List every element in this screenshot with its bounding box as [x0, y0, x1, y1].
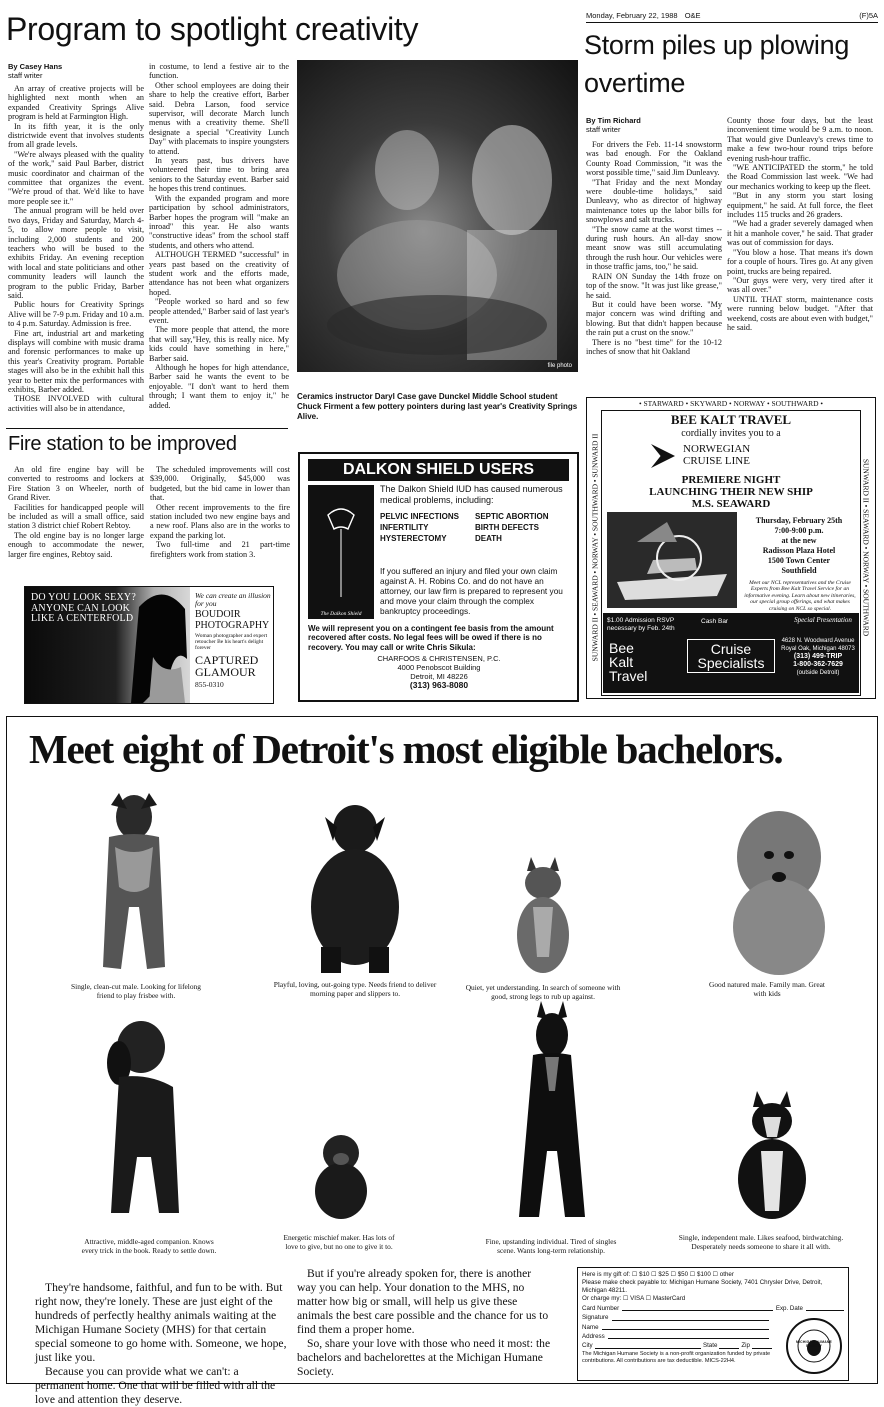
puppy-icon [311, 1131, 371, 1221]
photo-caption: Ceramics instructor Daryl Case gave Dunckel Middle School student Chuck Firment a few pottery pointers during last year's Creativity Springs Alive. [297, 392, 578, 421]
humane-ad: Meet eight of Detroit's most eligible bachelors. Single, clean-cut male. Looking for lifelong friend to play frisbee with. Playful, loving, out-going type. Needs friend to deliver morning paper and slippers to. Quiet, yet understanding. In search of someone with good, strong legs to rub up against. Good natured male. Family man. Great with kids Attractive, middle-aged companion. Knows every trick in the book. Ready to settle down. Energetic mischief maker. Has lots of love to give, but no one to give it to. Fine, upstanding individual. Tired of singles scene. Wants long-term relationship. Single, independent male. Likes seafood, birdwatching. Desperately needs someone to share it all with. They're handsome, faithful, and fun to be with. But right now, they're lonely. These are just eight of the hundreds of perfectly healthy animals waiting at the Michigan Humane Society (MHS) for that certain special someone to go home with. Someone, we hope, just like you. Because you can provide what we can't: a permanent home. One that will be filled with all the love and attention they deserve. But if you're already spoken for, there is another way you can help. Your donation to the MHS, no matter how big or small, will help us give these animals the best care possible and the chance for us to find them a proper home. So, share your love with those who need it most: the bachelors and bachelorettes at the Michigan Humane Society. Here is my gift of: ☐ $10 ☐ $25 ☐ $50 ☐ $100 ☐ other Please make check payable to: Michigan Humane Society, 7401 Chrysler Drive, Detroit, Michigan 48211. Or charge my: ☐ VISA ☐ MasterCard Card Number Exp. Date Signature Name Address City State Zip The Michigan Humane Society is a non-profit organization funded by private contributions. All contributions are tax deductible. MICS-22H4. MICHIGAN HUMANE SOCIETY [6, 716, 878, 1384]
travel-ad: • STARWARD • SKYWARD • NORWAY • SOUTHWARD • SUNWARD II • SEAWARD • NORWAY • SOUTHWARD • SUNWARD II SUNWARD II • SEAWARD • NORWAY • SOUTHWARD BEE KALT TRAVEL cordially invites you to a NORWEGIAN CRUISE LINE PREMIERE NIGHT LAUNCHING THEIR NEW SHIP M.S. SEAWARD Thursday, February 25th 7:00-9:00 p.m. at the new Radisson Plaza Hotel 1500 Town Center Southfield Meet our NCL representatives and the Cruise Experts from Bee Kalt Travel Service for an informative evening. Learn about new itineraries, our special group offerings, and what makes cruising on NCL so special. $1.00 Admission RSVP necessary by Feb. 24th Cash Bar Special Presentation Bee Kalt Travel Cruise Specialists 4628 N. Woodward Avenue Royal Oak, Michigan 48073 (313) 499-TRIP 1-800-362-7629 (outside Detroit) [586, 397, 876, 699]
card-number-field[interactable]: Card Number Exp. Date [582, 1304, 844, 1313]
article-column-1: An array of creative projects will be highlighted next month when an expanded Creativity Springs Alive program is held at Farmington High. In its fifth year, it is the only districtwide event that involves students from all grade levels. "We're always pleased with the quality of the work," said Paul Barber, district music coordinator and chairman of the committee that organizes the event. "We're proud of that. We'd like to have more people see it." The annual program will be held over two days, Friday and Saturday, March 4-5, to allow more people to visit, including 2,000 students and 200 teachers who will be bused to the exhibits Friday. An evening reception with local and state politicians and other community leaders will launch the program to the public Friday, Barber said. Public hours for Creativity Springs Alive will be 7-9 p.m. Friday and 10 a.m. to 4 p.m. Saturday. Admission is free. Fine art, industrial art and marketing displays will combine with music drama and forensic performances to make up this year's Creativity program. Portable stages will also be in the exhibit hall this year to better mix the performances with exhibits, Barber added. THOSE INVOLVED with cultural activities will also be in attendance, [8, 84, 144, 413]
dalkon-ad: DALKON SHIELD USERS The Dalkon Shield The Dalkon Shield IUD has caused numerous medical problems, including: PELVIC INFECTIONS SEPTIC ABORTION INFERTILITY BIRTH DEFECTS HYSTERECTOMY DEATH If you suffered an injury and filed your own claim against A. H. Robins Co. and do not have an attorney, our law firm is prepared to represent you and move your claim through the complex bankruptcy proceedings. We will represent you on a contingent fee basis from the amount recovered after costs. No legal fees will be owed if there is no recovery. You may call or write Chris Sikula: CHARFOOS & CHRISTENSEN, P.C. 4000 Penobscot Building Detroit, MI 48226 (313) 963-8080 [298, 452, 579, 702]
iud-icon [308, 485, 374, 609]
pet-dog-4 [89, 1017, 199, 1217]
page-number: (F)5A [859, 11, 878, 20]
dog-2-icon [299, 797, 409, 977]
cruise-specialists: Cruise Specialists [687, 639, 775, 673]
storm-byline: By Tim Richard staff writer [586, 116, 641, 134]
cat-1-icon [503, 857, 583, 977]
pet-cat-1 [503, 857, 583, 977]
ship-icon [607, 512, 737, 608]
pet-dog-3 [723, 807, 833, 977]
article-byline: By Casey Hans staff writer [8, 62, 63, 80]
article-column-2: in costume, to lend a festive air to the function. Other school employees are doing their share to help the creative effort, Barber said. Debra Larson, food service supervisor, will decorate March lunch menus with a creativity theme. She'll designate a special "Creativity Lunch Day" with placemats to inspire youngsters to attend. In years past, bus drivers have volunteered their time to bring area seniors to the Saturday event. Barber said he hopes this trend continues. With the expanded program and more participation by school administrators, Barber hopes the program will "make an inroad" this year. He also wants "constructive ideas" from the school staff students, and others who attend. ALTHOUGH TERMED "successful" in years past based on the creativity of student work and the efforts made, attendance has not been what organizers hoped. "People worked so hard and so few people attended," Barber said of last year's event. The more people that attend, the more that will say,"Hey, this is really nice. My kids could have something in here," Barber said. Although he hopes for high attendance, Barber said he wants the event to be enjoyable. "I don't want to herd them through; I want them to enjoy it," he added. [149, 62, 289, 410]
travel-footer: $1.00 Admission RSVP necessary by Feb. 24th Cash Bar Special Presentation Bee Kalt Travel Cruise Specialists 4628 N. Woodward Avenue Royal Oak, Michigan 48073 (313) 499-TRIP 1-800-362-7629 (outside Detroit) [603, 613, 859, 693]
travel-contact: 4628 N. Woodward Avenue Royal Oak, Michigan 48073 (313) 499-TRIP 1-800-362-7629 (outside Detroit) [781, 638, 855, 676]
fire-headline: Fire station to be improved [8, 433, 237, 455]
dalkon-device-box: The Dalkon Shield [308, 485, 374, 619]
date-line: Monday, February 22, 1988 [586, 11, 678, 20]
name-field[interactable]: Name [582, 1323, 772, 1332]
dog-4-icon [89, 1017, 199, 1217]
pottery-photo-art [297, 60, 578, 372]
dog-1-icon [79, 787, 189, 977]
dalkon-firm: CHARFOOS & CHRISTENSEN, P.C. 4000 Penobscot Building Detroit, MI 48226 (313) 963-8080 [377, 654, 501, 690]
travel-details: Thursday, February 25th 7:00-9:00 p.m. at the new Radisson Plaza Hotel 1500 Town Center Southfield [755, 516, 843, 575]
ncl-icon [651, 444, 675, 468]
storm-headline: Storm piles up plowing overtime [584, 30, 850, 98]
glamour-text: We can create an illusion for you BOUDOIR PHOTOGRAPHY Woman photographer and expert retoucher Be his heart's delight forever CAPTURED GLAMOUR 855-0310 [195, 591, 271, 689]
travel-border-right: SUNWARD II • SEAWARD • NORWAY • SOUTHWARD [861, 458, 871, 637]
pet-dog-2 [299, 797, 409, 977]
pottery-photo [297, 60, 578, 372]
pet-dog-1 [79, 787, 189, 977]
dalkon-title: DALKON SHIELD USERS [308, 459, 569, 481]
doberman-icon [507, 1001, 597, 1221]
glamour-ad [24, 586, 274, 704]
article-headline: Program to spotlight creativity [6, 11, 419, 47]
donation-form: Here is my gift of: ☐ $10 ☐ $25 ☐ $50 ☐ $100 ☐ other Please make check payable to: Michigan Humane Society, 7401 Chrysler Drive, Detroit, Michigan 48211. Or charge my: ☐ VISA ☐ MasterCard Card Number Exp. Date Signature Name Address City State Zip The Michigan Humane Society is a non-profit organization funded by private contributions. All contributions are tax deductible. MICS-22H4. MICHIGAN HUMANE SOCIETY [577, 1267, 849, 1381]
pet-doberman [507, 1001, 597, 1221]
fire-column-1: An old fire engine bay will be converted to restrooms and lockers at Fire Station 3 on Wheeler, north of Grand River. Facilities for handicapped people will be included as will a small office, said station 3 district chief Robert Rebtoy. The old engine bay is no longer large enough to accommodate the newer, larger fire engines, Rebtoy said. [8, 465, 144, 559]
city-state-zip-field[interactable]: City State Zip [582, 1341, 772, 1350]
gift-amount-options[interactable]: Here is my gift of: ☐ $10 ☐ $25 ☐ $50 ☐ $100 ☐ other [582, 1271, 734, 1278]
dog-3-icon [723, 807, 833, 977]
cat-2-icon [727, 1091, 817, 1221]
pet-cat-2 [727, 1091, 817, 1221]
fire-column-2: The scheduled improvements will cost $39,000. Originally, $45,000 was budgeted, but the bid came in lower than that. Other recent improvements to the fire station included two new engine bays and a new roof. Plans also are in the works to expand the parking lot. Two full-time and 21 part-time firefighters work from station 3. [150, 465, 290, 559]
humane-body-mid: But if you're already spoken for, there is another way you can help. Your donation to the MHS, no matter how big or small, will help us give these animals the best care possible and the chance for us to find them a proper home. So, share your love with those who need it most: the bachelors and bachelorettes at the Michigan Humane Society. [297, 1267, 551, 1378]
glamour-headline: DO YOU LOOK SEXY? ANYONE CAN LOOK LIKE A CENTERFOLD [31, 592, 136, 624]
dalkon-problems: PELVIC INFECTIONS SEPTIC ABORTION INFERTILITY BIRTH DEFECTS HYSTERECTOMY DEATH [380, 512, 549, 543]
ship-illustration [607, 512, 737, 608]
travel-border-top: • STARWARD • SKYWARD • NORWAY • SOUTHWARD • [638, 399, 824, 408]
photo-credit: file photo [547, 363, 572, 369]
humane-society-seal: MICHIGAN HUMANE SOCIETY [786, 1318, 842, 1374]
address-field[interactable]: Address [582, 1332, 772, 1341]
paper-name: O&E [684, 11, 701, 20]
storm-column-1: For drivers the Feb. 11-14 snowstorm was bad enough. For the Oakland County Road Commission, "it was the worst possible time," said Jim Dunleavy. "That Friday and the next Monday were double-time holidays," said Dunleavy, who as director of highway maintenance totes up the labor bills for snowplows and salt trucks. "The snow came at the worst times -- during rush hours. An all-day snow meant snow was still accumulating through the rush hour. Our vehicles were in those traffic jams, too," he said. RAIN ON Sunday the 14th froze on top of the snow. "It was just like grease," he said. But it could have been worse. "My major concern was wind drifting and blowing. But that didn't happen because the rain put a crust on the snow." There is no "best time" for the 10-12 inches of snow that hit Oakland [586, 140, 722, 356]
charge-options[interactable]: Or charge my: ☐ VISA ☐ MasterCard [582, 1295, 686, 1303]
masthead [586, 11, 878, 21]
humane-headline: Meet eight of Detroit's most eligible bachelors. [29, 726, 783, 772]
ncl-logo: NORWEGIAN CRUISE LINE [651, 442, 811, 470]
bee-kalt-logo: Bee Kalt Travel [609, 640, 648, 684]
model-silhouette [129, 587, 189, 703]
storm-column-2: County those four days, but the least inconvenient time would be 9 a.m. to noon. That would give Dunleavy's crews time to make a few two-hour round trips before evening rush-hour traffic. "WE ANTICIPATED the storm," he told the Road Commission last week. "We had our mechanics working to keep up the fleet. "But in any storm you start losing equipment," he said. At full force, the fleet includes 115 trucks and 26 graders. "We had a grader severely damaged when it hit a manhole cover," he said. That grader was out of commission for days. "You blow a hose. That means it's down for a couple of hours. Tires go. At any given point, trucks are being repaired. "Our guys were very, very tired after it was all over." UNTIL THAT storm, maintenance costs were running below budget. "After that weekend, costs are about even with budget," he said. [727, 116, 873, 332]
travel-border-left: SUNWARD II • SEAWARD • NORWAY • SOUTHWARD • SUNWARD II [590, 433, 600, 662]
signature-field[interactable]: Signature [582, 1313, 772, 1322]
pet-puppy [311, 1131, 371, 1221]
humane-body-left: They're handsome, faithful, and fun to be with. But right now, they're lonely. These are just eight of the hundreds of perfectly healthy animals waiting at the Michigan Humane Society (MHS) for that certain special someone to go home with. Someone, we hope, just like you. Because you can provide what we can't: a permanent home. One that will be filled with all the love and attention they deserve. [35, 1281, 287, 1406]
